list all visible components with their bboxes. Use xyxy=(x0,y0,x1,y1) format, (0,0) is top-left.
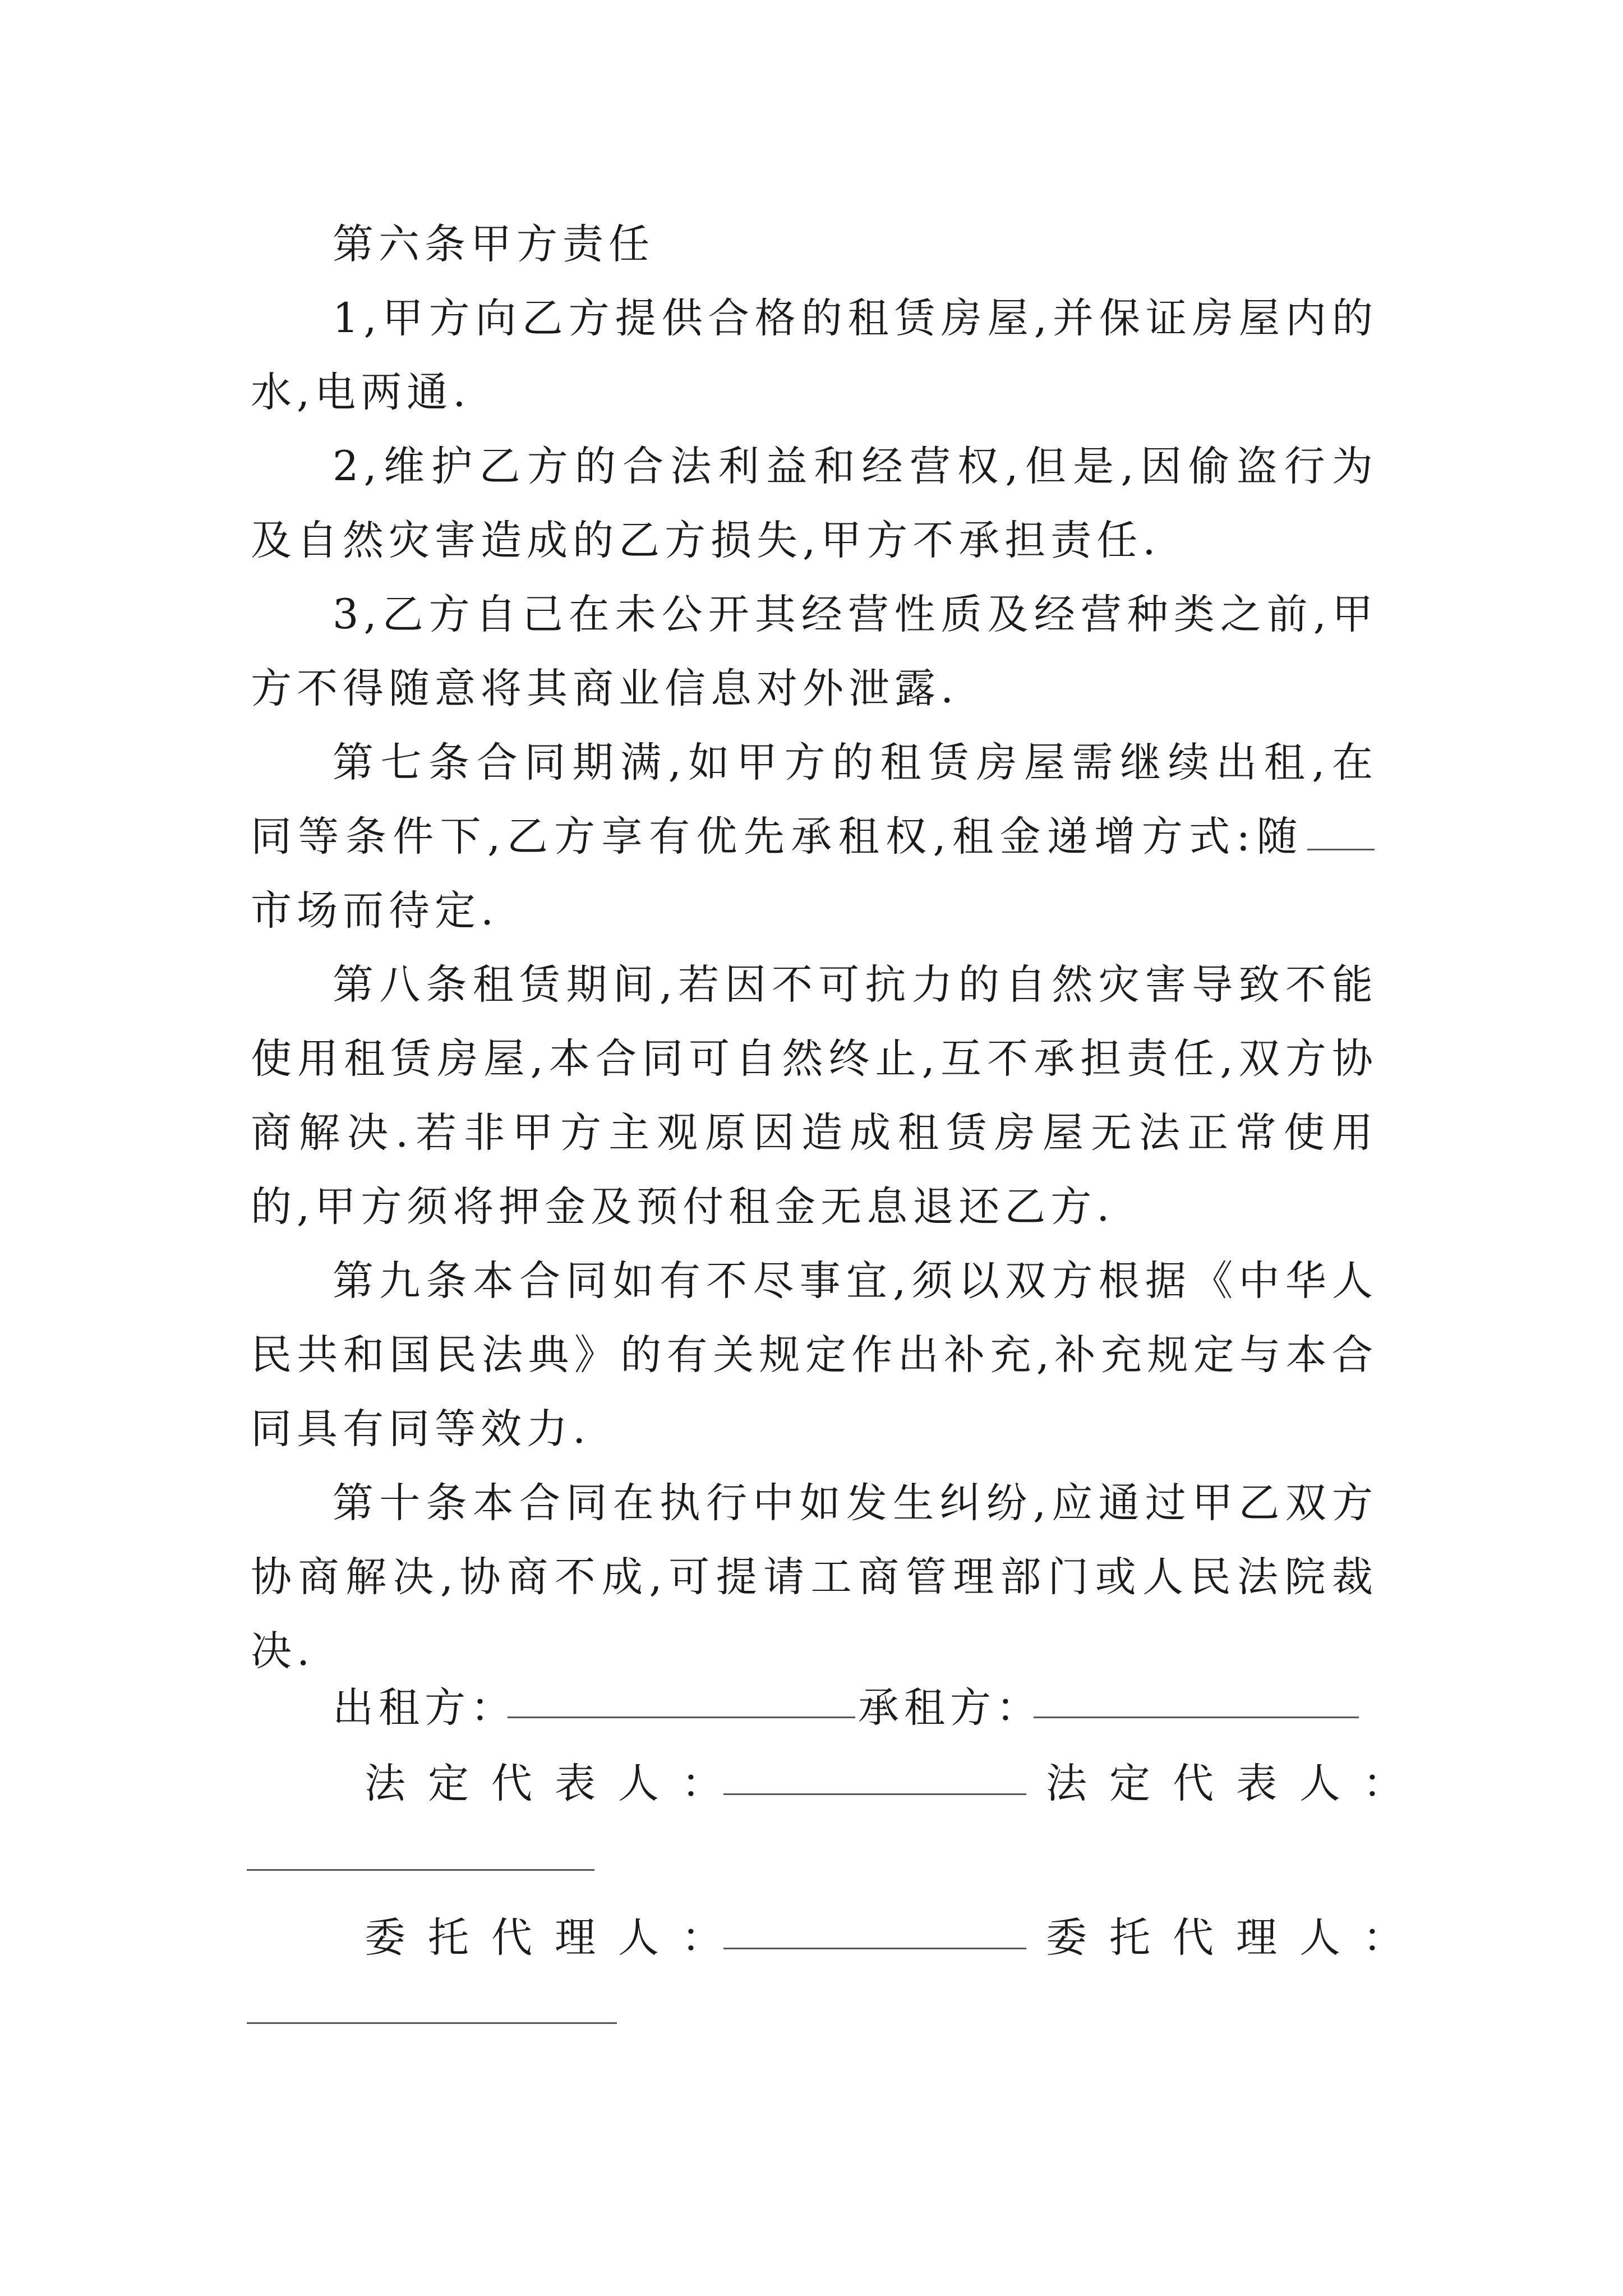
agent-line-left xyxy=(723,1948,1026,1949)
lessor-line xyxy=(508,1717,855,1718)
lessee-line xyxy=(1034,1717,1359,1718)
article10: 第十条本合同在执行中如发生纠纷,应通过甲乙双方协商解决,协商不成,可提请工商管理部门或人民法院裁决. xyxy=(251,1479,1378,1675)
article6-item1: 1,甲方向乙方提供合格的租赁房屋,并保证房屋内的水,电两通. xyxy=(251,295,1378,416)
article6-item3: 3,乙方自己在未公开其经营性质及经营种类之前,甲方不得随意将其商业信息对外泄露. xyxy=(251,591,1378,712)
article8: 第八条租赁期间,若因不可抗力的自然灾害导致不能使用租赁房屋,本合同可自然终止,互不承担责任,双方协商解决.若非甲方主观原因造成租赁房屋无法正常使用的,甲方须将押金及预付租金无息退还乙方. xyxy=(251,961,1378,1231)
contract-body xyxy=(251,208,1378,1688)
agent-line-right xyxy=(247,2022,617,2024)
lessor-label: 出租方： xyxy=(333,1684,517,1732)
article6-item2: 2,维护乙方的合法利益和经营权,但是,因偷盗行为及自然灾害造成的乙方损失,甲方不承担责任. xyxy=(251,443,1378,564)
legal-rep-label-right: 法定代表人： xyxy=(1046,1760,1426,1807)
article6-title: 第六条甲方责任 xyxy=(333,220,654,268)
agent-label-right: 委托代理人： xyxy=(1046,1914,1426,1962)
article9: 第九条本合同如有不尽事宜,须以双方根据《中华人民共和国民法典》的有关规定作出补充,补充规定与本合同具有同等效力. xyxy=(251,1257,1378,1453)
article7-part1: 第七条合同期满,如甲方的租赁房屋需继续出租,在同等条件下,乙方享有优先承租权,租金递增方式:随 xyxy=(251,739,1378,861)
legal-rep-line-left xyxy=(723,1793,1026,1795)
legal-rep-label-left: 法定代表人： xyxy=(365,1760,745,1807)
agent-label-left: 委托代理人： xyxy=(365,1914,745,1962)
rent-increase-blank xyxy=(1307,815,1375,850)
article7 xyxy=(251,726,1378,948)
article7-part2: 市场而待定. xyxy=(251,887,499,935)
legal-rep-line-right xyxy=(247,1869,594,1871)
lessee-label: 承租方： xyxy=(858,1684,1042,1732)
